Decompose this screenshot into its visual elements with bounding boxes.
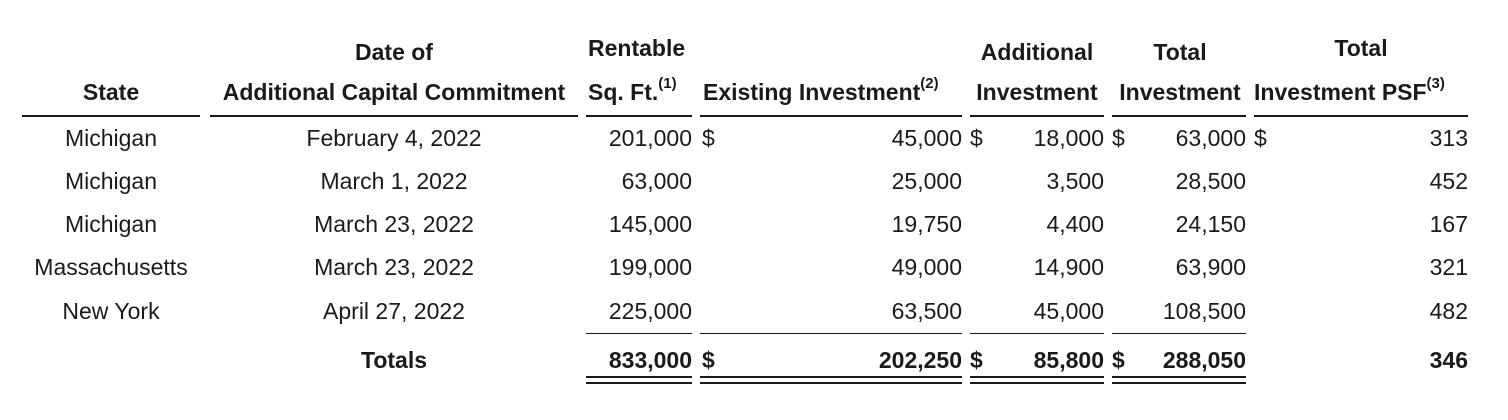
header-psf-text: Investment PSF bbox=[1254, 79, 1427, 105]
table-row-existing: 49,000 bbox=[891, 254, 962, 280]
table-row-existing: 25,000 bbox=[891, 168, 962, 194]
table-row-psf: 167 bbox=[1429, 211, 1468, 237]
table-row-sqft: 145,000 bbox=[608, 211, 692, 237]
totals-sqft: 833,000 bbox=[608, 347, 692, 373]
table-row-psf: 313 bbox=[1429, 125, 1468, 151]
table-row-total: 24,150 bbox=[1175, 211, 1246, 237]
header-additional-line1: Additional bbox=[980, 39, 1094, 65]
table-row-total: 63,000 bbox=[1175, 125, 1246, 151]
header-sqft-line1: Rentable bbox=[588, 35, 686, 61]
table-row-total: 28,500 bbox=[1175, 168, 1246, 194]
totals-existing: 202,250 bbox=[878, 347, 962, 373]
table-row-state: New York bbox=[62, 298, 160, 324]
subtotal-rule-sqft bbox=[586, 333, 692, 334]
dollar-sign: $ bbox=[1112, 347, 1125, 373]
header-rule-state bbox=[22, 115, 200, 117]
subtotal-rule-additional bbox=[970, 333, 1104, 334]
header-rule-total bbox=[1112, 115, 1246, 117]
header-psf-line1: Total bbox=[1334, 35, 1388, 61]
table-row-date: April 27, 2022 bbox=[323, 298, 465, 324]
header-additional-line2: Investment bbox=[976, 79, 1098, 105]
table-row-sqft: 63,000 bbox=[621, 168, 692, 194]
dollar-sign: $ bbox=[970, 125, 983, 151]
header-rule-sqft bbox=[586, 115, 692, 117]
table-row-psf: 452 bbox=[1429, 168, 1468, 194]
header-date-line2: Additional Capital Commitment bbox=[222, 79, 566, 105]
table-row-state: Massachusetts bbox=[34, 254, 188, 280]
header-rule-existing bbox=[700, 115, 962, 117]
table-row-sqft: 201,000 bbox=[608, 125, 692, 151]
table-row-sqft: 199,000 bbox=[608, 254, 692, 280]
header-sqft-text: Sq. Ft. bbox=[588, 79, 659, 105]
table-row-state: Michigan bbox=[64, 168, 158, 194]
footnote-2: (2) bbox=[920, 75, 939, 93]
dollar-sign: $ bbox=[1112, 125, 1125, 151]
subtotal-rule-total bbox=[1112, 333, 1246, 334]
dollar-sign: $ bbox=[1254, 125, 1267, 151]
table-row-date: March 23, 2022 bbox=[314, 254, 474, 280]
total-double-rule-existing bbox=[700, 376, 962, 384]
header-state: State bbox=[82, 79, 140, 105]
table-row-additional: 4,400 bbox=[1046, 211, 1104, 237]
table-row-date: March 1, 2022 bbox=[320, 168, 468, 194]
table-row-total: 63,900 bbox=[1175, 254, 1246, 280]
header-rule-date bbox=[210, 115, 578, 117]
header-total-line1: Total bbox=[1153, 39, 1207, 65]
subtotal-rule-existing bbox=[700, 333, 962, 334]
header-psf-line2 bbox=[1254, 75, 1445, 106]
table-row-date: March 23, 2022 bbox=[314, 211, 474, 237]
table-row-additional: 18,000 bbox=[1033, 125, 1104, 151]
table-row-existing: 19,750 bbox=[891, 211, 962, 237]
header-total-line2: Investment bbox=[1119, 79, 1241, 105]
dollar-sign: $ bbox=[970, 347, 983, 373]
totals-additional: 85,800 bbox=[1033, 347, 1104, 373]
table-row-total: 108,500 bbox=[1162, 298, 1246, 324]
table-row-psf: 482 bbox=[1429, 298, 1468, 324]
table-row-existing: 63,500 bbox=[891, 298, 962, 324]
dollar-sign: $ bbox=[702, 125, 715, 151]
header-existing bbox=[703, 75, 939, 106]
total-double-rule-additional bbox=[970, 376, 1104, 384]
footnote-1: (1) bbox=[658, 75, 677, 93]
table-row-state: Michigan bbox=[64, 125, 158, 151]
header-existing-text: Existing Investment bbox=[703, 79, 921, 105]
totals-total: 288,050 bbox=[1162, 347, 1246, 373]
table-row-additional: 14,900 bbox=[1033, 254, 1104, 280]
total-double-rule-total bbox=[1112, 376, 1246, 384]
header-date-line1: Date of bbox=[355, 39, 433, 65]
table-row-additional: 45,000 bbox=[1033, 298, 1104, 324]
table-row-state: Michigan bbox=[64, 211, 158, 237]
table-row-additional: 3,500 bbox=[1046, 168, 1104, 194]
table-row-date: February 4, 2022 bbox=[306, 125, 482, 151]
header-rule-psf bbox=[1254, 115, 1468, 117]
footnote-3: (3) bbox=[1426, 75, 1445, 93]
total-double-rule-sqft bbox=[586, 376, 692, 384]
header-sqft-line2 bbox=[588, 75, 677, 106]
table-row-psf: 321 bbox=[1429, 254, 1468, 280]
table-row-existing: 45,000 bbox=[891, 125, 962, 151]
dollar-sign: $ bbox=[702, 347, 715, 373]
table-row-sqft: 225,000 bbox=[608, 298, 692, 324]
totals-label: Totals bbox=[360, 347, 428, 373]
totals-psf: 346 bbox=[1429, 347, 1468, 373]
header-rule-additional bbox=[970, 115, 1104, 117]
